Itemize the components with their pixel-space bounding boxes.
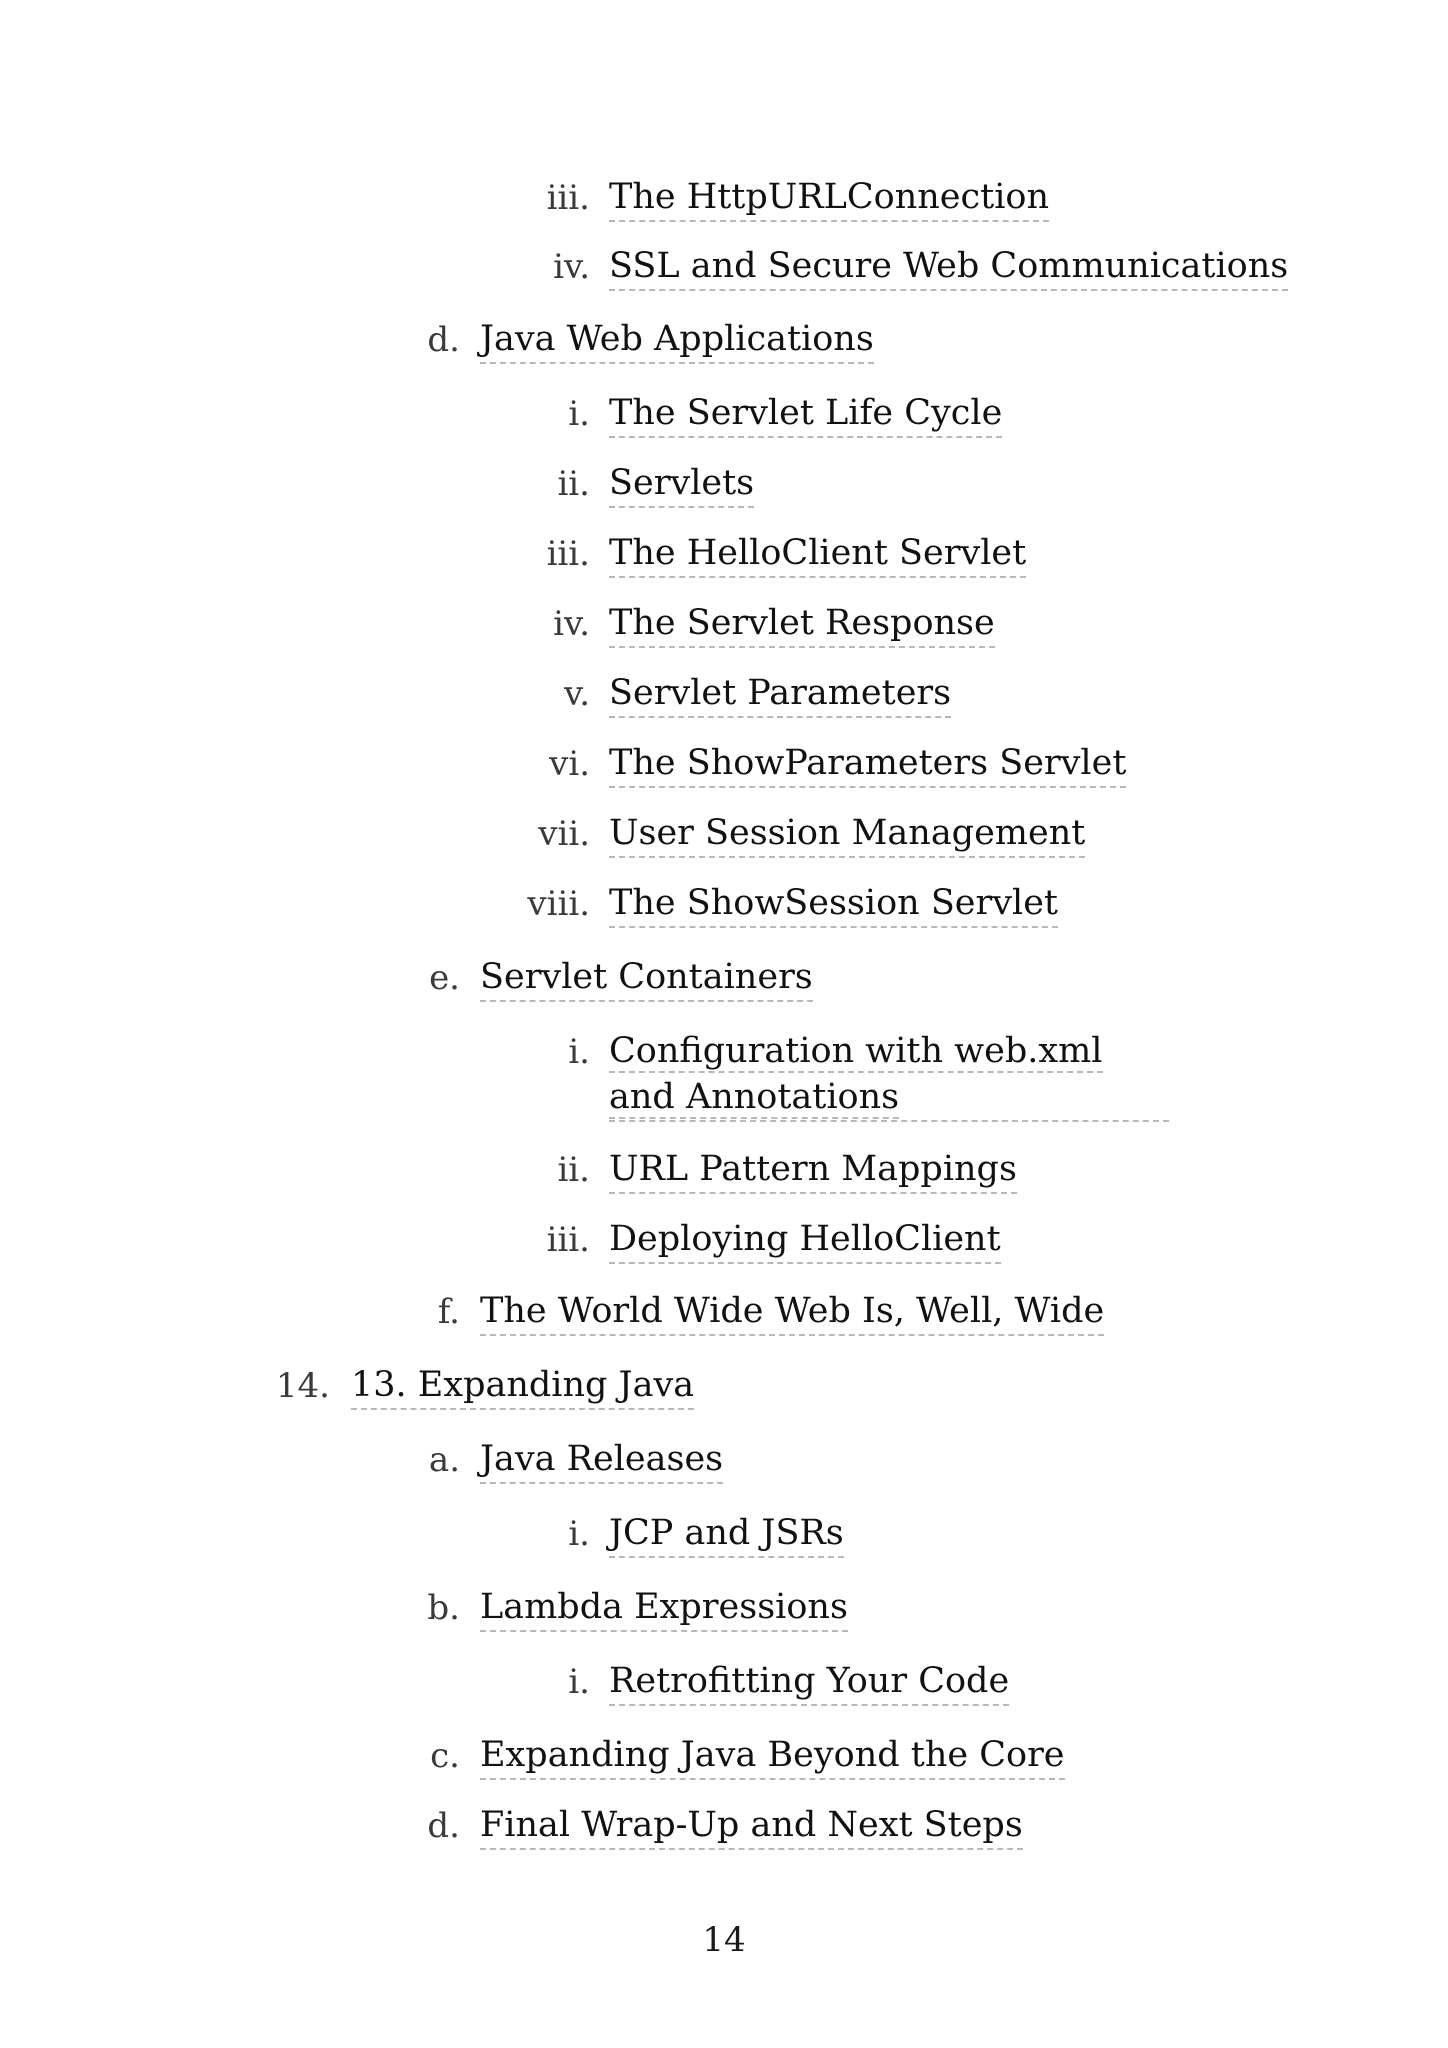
page-number: 14 xyxy=(702,1920,746,1960)
toc-entry-number: i. xyxy=(568,394,590,434)
toc-entry-link[interactable]: 13. Expanding Java xyxy=(351,1362,694,1410)
toc-entry-link[interactable]: The HttpURLConnection xyxy=(609,174,1049,222)
toc-entry-link[interactable]: URL Pattern Mappings xyxy=(609,1146,1017,1194)
toc-entry-link[interactable]: Servlet Containers xyxy=(480,954,813,1002)
toc-entry-number: ii. xyxy=(557,464,590,504)
toc-entry-number: i. xyxy=(568,1662,590,1702)
toc-entry-number: ii. xyxy=(557,1150,590,1190)
toc-entry-number: 14. xyxy=(275,1366,330,1406)
toc-entry-number: iii. xyxy=(546,534,590,574)
toc-entry-link[interactable]: The Servlet Life Cycle xyxy=(609,390,1002,438)
toc-entry-link[interactable]: Retrofitting Your Code xyxy=(609,1658,1009,1706)
toc-entry-number: a. xyxy=(428,1440,460,1480)
toc-entry-number: d. xyxy=(427,1806,460,1846)
toc-entry-link[interactable]: Java Releases xyxy=(480,1436,723,1484)
toc-entry-number: iii. xyxy=(546,1220,590,1260)
toc-entry-number: d. xyxy=(427,320,460,360)
toc-entry-number: b. xyxy=(427,1588,460,1628)
toc-entry-link[interactable]: Deploying HelloClient xyxy=(609,1216,1001,1264)
toc-entry-number: e. xyxy=(429,958,460,998)
toc-entry-number: iii. xyxy=(546,178,590,218)
toc-entry-number: i. xyxy=(568,1514,590,1554)
toc-entry-link[interactable]: Java Web Applications xyxy=(480,316,874,364)
toc-entry-number: iv. xyxy=(553,604,590,644)
toc-entry-link[interactable]: The HelloClient Servlet xyxy=(609,530,1026,578)
toc-entry-number: i. xyxy=(568,1032,590,1072)
toc-entry-link[interactable]: The ShowSession Servlet xyxy=(609,880,1058,928)
toc-entry-number: vii. xyxy=(538,814,590,854)
toc-entry-link[interactable] xyxy=(609,1028,1169,1122)
toc-entry-number: c. xyxy=(430,1736,460,1776)
toc-entry-link[interactable]: SSL and Secure Web Communications xyxy=(609,243,1288,291)
toc-entry-number: viii. xyxy=(527,884,590,924)
toc-entry-link[interactable]: Lambda Expressions xyxy=(480,1584,848,1632)
toc-entry-link[interactable]: Final Wrap-Up and Next Steps xyxy=(480,1802,1023,1850)
toc-entry-link[interactable]: Expanding Java Beyond the Core xyxy=(480,1732,1065,1780)
toc-entry-link[interactable]: Servlet Parameters xyxy=(609,670,951,718)
toc-entry-number: iv. xyxy=(553,247,590,287)
toc-entry-link[interactable]: Servlets xyxy=(609,460,754,508)
toc-entry-link-text: Configuration with web.xml and Annotations xyxy=(609,1031,1103,1117)
toc-entry-number: vi. xyxy=(549,744,590,784)
toc-entry-link[interactable]: The World Wide Web Is, Well, Wide xyxy=(480,1288,1104,1336)
toc-entry-link[interactable]: The Servlet Response xyxy=(609,600,995,648)
toc-entry-link[interactable]: JCP and JSRs xyxy=(609,1510,844,1558)
toc-entry-number: v. xyxy=(564,674,590,714)
toc-entry-number: f. xyxy=(437,1292,460,1332)
toc-entry-link[interactable]: User Session Management xyxy=(609,810,1085,858)
toc-entry-link[interactable]: The ShowParameters Servlet xyxy=(609,740,1126,788)
